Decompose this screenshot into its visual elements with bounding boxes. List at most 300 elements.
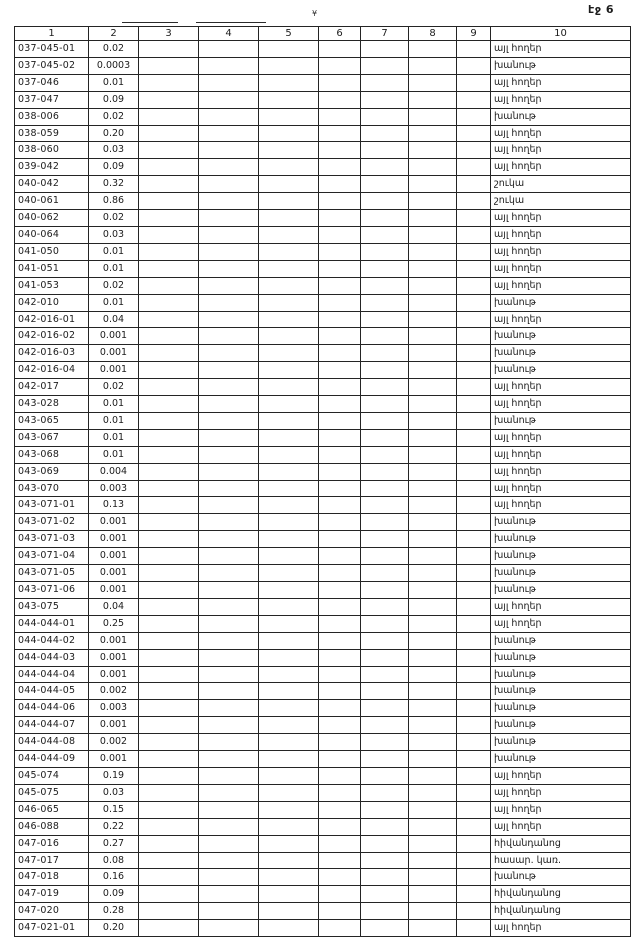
table-row	[15, 852, 631, 869]
empty-cell	[319, 717, 361, 734]
land-use-cell: այլ հողեր	[491, 801, 631, 818]
empty-cell	[409, 396, 457, 413]
land-use-cell: հիվանդանոց	[491, 886, 631, 903]
land-use-cell: այլ հողեր	[491, 598, 631, 615]
area-value-cell: 0.01	[89, 243, 139, 260]
empty-cell	[319, 463, 361, 480]
area-value-cell: 0.09	[89, 91, 139, 108]
empty-cell	[259, 734, 319, 751]
table-row	[15, 57, 631, 74]
empty-cell	[259, 379, 319, 396]
empty-cell	[319, 514, 361, 531]
empty-cell	[259, 429, 319, 446]
parcel-code-cell: 044-044-09	[15, 751, 89, 768]
empty-cell	[319, 497, 361, 514]
empty-cell	[259, 717, 319, 734]
empty-cell	[199, 91, 259, 108]
empty-cell	[139, 396, 199, 413]
land-use-cell: խանութ	[491, 632, 631, 649]
table-row	[15, 920, 631, 937]
area-value-cell: 0.02	[89, 277, 139, 294]
empty-cell	[457, 869, 491, 886]
empty-cell	[199, 41, 259, 58]
empty-cell	[409, 903, 457, 920]
area-value-cell: 0.01	[89, 396, 139, 413]
table-row	[15, 531, 631, 548]
land-use-cell: խանութ	[491, 582, 631, 599]
empty-cell	[259, 176, 319, 193]
area-value-cell: 0.001	[89, 345, 139, 362]
empty-cell	[199, 666, 259, 683]
empty-cell	[199, 565, 259, 582]
empty-cell	[199, 700, 259, 717]
empty-cell	[409, 41, 457, 58]
area-value-cell: 0.25	[89, 615, 139, 632]
empty-cell	[199, 480, 259, 497]
parcel-code-cell: 043-071-01	[15, 497, 89, 514]
empty-cell	[199, 176, 259, 193]
table-row	[15, 869, 631, 886]
empty-cell	[319, 548, 361, 565]
empty-cell	[259, 260, 319, 277]
empty-cell	[199, 412, 259, 429]
empty-cell	[139, 852, 199, 869]
empty-cell	[199, 142, 259, 159]
empty-cell	[259, 446, 319, 463]
land-use-cell: խանութ	[491, 362, 631, 379]
empty-cell	[139, 362, 199, 379]
land-use-cell: այլ հողեր	[491, 818, 631, 835]
empty-cell	[259, 125, 319, 142]
area-value-cell: 0.0003	[89, 57, 139, 74]
empty-cell	[457, 379, 491, 396]
empty-cell	[139, 463, 199, 480]
empty-cell	[139, 57, 199, 74]
table-row	[15, 734, 631, 751]
land-use-cell: խանութ	[491, 294, 631, 311]
empty-cell	[457, 784, 491, 801]
empty-cell	[319, 920, 361, 937]
empty-cell	[409, 379, 457, 396]
land-parcel-table	[14, 26, 631, 937]
empty-cell	[409, 531, 457, 548]
empty-cell	[409, 767, 457, 784]
empty-cell	[259, 108, 319, 125]
area-value-cell: 0.16	[89, 869, 139, 886]
land-use-cell: այլ հողեր	[491, 379, 631, 396]
empty-cell	[259, 615, 319, 632]
parcel-code-cell: 045-075	[15, 784, 89, 801]
empty-cell	[319, 142, 361, 159]
empty-cell	[139, 226, 199, 243]
parcel-code-cell: 043-071-03	[15, 531, 89, 548]
empty-cell	[361, 903, 409, 920]
empty-cell	[319, 74, 361, 91]
empty-cell	[457, 159, 491, 176]
empty-cell	[409, 57, 457, 74]
table-row	[15, 835, 631, 852]
empty-cell	[457, 311, 491, 328]
parcel-code-cell: 044-044-03	[15, 649, 89, 666]
empty-cell	[139, 497, 199, 514]
area-value-cell: 0.001	[89, 649, 139, 666]
empty-cell	[457, 717, 491, 734]
empty-cell	[409, 649, 457, 666]
parcel-code-cell: 042-016-04	[15, 362, 89, 379]
empty-cell	[319, 666, 361, 683]
land-use-cell: այլ հողեր	[491, 210, 631, 227]
area-value-cell: 0.86	[89, 193, 139, 210]
empty-cell	[409, 734, 457, 751]
empty-cell	[409, 142, 457, 159]
empty-cell	[361, 784, 409, 801]
parcel-code-cell: 041-050	[15, 243, 89, 260]
table-row	[15, 210, 631, 227]
empty-cell	[319, 226, 361, 243]
empty-cell	[409, 565, 457, 582]
empty-cell	[199, 531, 259, 548]
empty-cell	[259, 852, 319, 869]
empty-cell	[319, 446, 361, 463]
table-row	[15, 91, 631, 108]
parcel-code-cell: 043-071-04	[15, 548, 89, 565]
parcel-code-cell: 040-062	[15, 210, 89, 227]
empty-cell	[199, 852, 259, 869]
parcel-code-cell: 040-064	[15, 226, 89, 243]
table-row	[15, 108, 631, 125]
empty-cell	[259, 311, 319, 328]
empty-cell	[199, 429, 259, 446]
empty-cell	[409, 328, 457, 345]
empty-cell	[457, 41, 491, 58]
empty-cell	[139, 666, 199, 683]
area-value-cell: 0.03	[89, 784, 139, 801]
empty-cell	[199, 74, 259, 91]
column-header: 4	[199, 27, 259, 41]
empty-cell	[457, 277, 491, 294]
empty-cell	[319, 818, 361, 835]
empty-cell	[319, 767, 361, 784]
area-value-cell: 0.32	[89, 176, 139, 193]
empty-cell	[139, 243, 199, 260]
empty-cell	[139, 125, 199, 142]
area-value-cell: 0.04	[89, 598, 139, 615]
parcel-code-cell: 043-065	[15, 412, 89, 429]
land-use-cell: խանութ	[491, 531, 631, 548]
parcel-code-cell: 043-028	[15, 396, 89, 413]
page-number-label: էջ 6	[588, 3, 614, 16]
empty-cell	[361, 632, 409, 649]
area-value-cell: 0.13	[89, 497, 139, 514]
table-row	[15, 497, 631, 514]
empty-cell	[199, 632, 259, 649]
area-value-cell: 0.01	[89, 260, 139, 277]
parcel-code-cell: 039-042	[15, 159, 89, 176]
land-use-cell: խանութ	[491, 345, 631, 362]
empty-cell	[259, 497, 319, 514]
empty-cell	[457, 91, 491, 108]
table-row	[15, 615, 631, 632]
area-value-cell: 0.001	[89, 565, 139, 582]
empty-cell	[259, 869, 319, 886]
table-row	[15, 480, 631, 497]
land-use-cell: հիվանդանոց	[491, 903, 631, 920]
empty-cell	[457, 582, 491, 599]
empty-cell	[409, 210, 457, 227]
empty-cell	[199, 835, 259, 852]
empty-cell	[409, 920, 457, 937]
land-use-cell: այլ հողեր	[491, 480, 631, 497]
column-header: 10	[491, 27, 631, 41]
empty-cell	[361, 277, 409, 294]
empty-cell	[319, 91, 361, 108]
land-use-cell: այլ հողեր	[491, 463, 631, 480]
land-use-cell: այլ հողեր	[491, 311, 631, 328]
empty-cell	[361, 649, 409, 666]
empty-cell	[139, 260, 199, 277]
parcel-code-cell: 043-067	[15, 429, 89, 446]
table-row	[15, 463, 631, 480]
empty-cell	[259, 159, 319, 176]
empty-cell	[409, 582, 457, 599]
empty-cell	[199, 294, 259, 311]
empty-cell	[259, 328, 319, 345]
parcel-code-cell: 038-060	[15, 142, 89, 159]
empty-cell	[139, 717, 199, 734]
empty-cell	[457, 108, 491, 125]
table-row	[15, 277, 631, 294]
land-use-cell: այլ հողեր	[491, 74, 631, 91]
area-value-cell: 0.03	[89, 142, 139, 159]
empty-cell	[259, 548, 319, 565]
empty-cell	[259, 886, 319, 903]
empty-cell	[139, 818, 199, 835]
empty-cell	[139, 210, 199, 227]
empty-cell	[259, 277, 319, 294]
empty-cell	[259, 193, 319, 210]
parcel-code-cell: 047-021-01	[15, 920, 89, 937]
empty-cell	[457, 243, 491, 260]
table-row	[15, 886, 631, 903]
empty-cell	[319, 734, 361, 751]
parcel-code-cell: 047-016	[15, 835, 89, 852]
empty-cell	[139, 142, 199, 159]
empty-cell	[319, 429, 361, 446]
empty-cell	[319, 328, 361, 345]
empty-cell	[259, 582, 319, 599]
empty-cell	[361, 886, 409, 903]
empty-cell	[319, 683, 361, 700]
land-use-cell: հասար. կառ.	[491, 852, 631, 869]
area-value-cell: 0.004	[89, 463, 139, 480]
empty-cell	[259, 480, 319, 497]
empty-cell	[457, 429, 491, 446]
parcel-code-cell: 042-016-03	[15, 345, 89, 362]
column-header: 1	[15, 27, 89, 41]
empty-cell	[139, 277, 199, 294]
empty-cell	[259, 598, 319, 615]
land-use-cell: խանութ	[491, 565, 631, 582]
empty-cell	[409, 801, 457, 818]
empty-cell	[361, 565, 409, 582]
area-value-cell: 0.001	[89, 666, 139, 683]
empty-cell	[361, 294, 409, 311]
column-header: 5	[259, 27, 319, 41]
parcel-code-cell: 040-061	[15, 193, 89, 210]
empty-cell	[457, 751, 491, 768]
table-row	[15, 565, 631, 582]
empty-cell	[319, 480, 361, 497]
empty-cell	[361, 920, 409, 937]
empty-cell	[409, 311, 457, 328]
area-value-cell: 0.003	[89, 480, 139, 497]
empty-cell	[409, 480, 457, 497]
area-value-cell: 0.001	[89, 582, 139, 599]
table-row	[15, 193, 631, 210]
empty-cell	[409, 294, 457, 311]
empty-cell	[259, 345, 319, 362]
empty-cell	[199, 328, 259, 345]
land-use-cell: այլ հողեր	[491, 396, 631, 413]
parcel-code-cell: 041-051	[15, 260, 89, 277]
empty-cell	[457, 852, 491, 869]
empty-cell	[319, 632, 361, 649]
parcel-code-cell: 038-059	[15, 125, 89, 142]
empty-cell	[259, 903, 319, 920]
land-use-cell: խանութ	[491, 514, 631, 531]
empty-cell	[319, 598, 361, 615]
empty-cell	[319, 159, 361, 176]
empty-cell	[457, 328, 491, 345]
empty-cell	[361, 497, 409, 514]
empty-cell	[199, 108, 259, 125]
empty-cell	[259, 666, 319, 683]
parcel-code-cell: 043-071-05	[15, 565, 89, 582]
empty-cell	[409, 108, 457, 125]
land-use-cell: խանութ	[491, 666, 631, 683]
empty-cell	[361, 531, 409, 548]
area-value-cell: 0.002	[89, 683, 139, 700]
empty-cell	[199, 598, 259, 615]
empty-cell	[259, 362, 319, 379]
empty-cell	[361, 125, 409, 142]
parcel-code-cell: 042-016-01	[15, 311, 89, 328]
area-value-cell: 0.03	[89, 226, 139, 243]
empty-cell	[199, 751, 259, 768]
empty-cell	[361, 379, 409, 396]
table-row	[15, 311, 631, 328]
empty-cell	[409, 345, 457, 362]
empty-cell	[361, 396, 409, 413]
parcel-code-cell: 041-053	[15, 277, 89, 294]
parcel-code-cell: 044-044-07	[15, 717, 89, 734]
column-header: 6	[319, 27, 361, 41]
empty-cell	[199, 243, 259, 260]
area-value-cell: 0.19	[89, 767, 139, 784]
table-row	[15, 598, 631, 615]
land-use-cell: այլ հողեր	[491, 260, 631, 277]
parcel-code-cell: 043-075	[15, 598, 89, 615]
land-use-cell: այլ հողեր	[491, 429, 631, 446]
empty-cell	[361, 514, 409, 531]
empty-cell	[199, 345, 259, 362]
table-row	[15, 649, 631, 666]
empty-cell	[457, 142, 491, 159]
parcel-code-cell: 045-074	[15, 767, 89, 784]
empty-cell	[199, 582, 259, 599]
empty-cell	[457, 226, 491, 243]
area-value-cell: 0.27	[89, 835, 139, 852]
table-row	[15, 243, 631, 260]
column-header: 3	[139, 27, 199, 41]
empty-cell	[139, 869, 199, 886]
land-use-cell: խանութ	[491, 412, 631, 429]
empty-cell	[409, 91, 457, 108]
empty-cell	[139, 920, 199, 937]
empty-cell	[409, 463, 457, 480]
empty-cell	[259, 210, 319, 227]
table-row	[15, 903, 631, 920]
empty-cell	[259, 91, 319, 108]
empty-cell	[139, 548, 199, 565]
empty-cell	[199, 649, 259, 666]
empty-cell	[409, 818, 457, 835]
empty-cell	[139, 734, 199, 751]
empty-cell	[199, 463, 259, 480]
table-row	[15, 582, 631, 599]
area-value-cell: 0.28	[89, 903, 139, 920]
empty-cell	[457, 565, 491, 582]
land-use-cell: այլ հողեր	[491, 125, 631, 142]
empty-cell	[139, 835, 199, 852]
empty-cell	[319, 582, 361, 599]
empty-cell	[199, 125, 259, 142]
empty-cell	[361, 226, 409, 243]
empty-cell	[259, 700, 319, 717]
parcel-code-cell: 037-045-01	[15, 41, 89, 58]
table-header-row	[15, 27, 631, 41]
scan-artifact-line	[122, 22, 178, 23]
empty-cell	[199, 818, 259, 835]
land-use-cell: խանութ	[491, 700, 631, 717]
empty-cell	[139, 480, 199, 497]
area-value-cell: 0.02	[89, 41, 139, 58]
empty-cell	[457, 801, 491, 818]
empty-cell	[409, 784, 457, 801]
parcel-code-cell: 047-020	[15, 903, 89, 920]
empty-cell	[199, 362, 259, 379]
empty-cell	[259, 751, 319, 768]
land-use-cell: այլ հողեր	[491, 226, 631, 243]
empty-cell	[457, 903, 491, 920]
empty-cell	[199, 446, 259, 463]
empty-cell	[139, 328, 199, 345]
empty-cell	[457, 362, 491, 379]
column-header: 2	[89, 27, 139, 41]
table-row	[15, 294, 631, 311]
land-use-cell: հիվանդանոց	[491, 835, 631, 852]
land-use-cell: այլ հողեր	[491, 142, 631, 159]
empty-cell	[409, 886, 457, 903]
area-value-cell: 0.002	[89, 734, 139, 751]
area-value-cell: 0.003	[89, 700, 139, 717]
empty-cell	[139, 784, 199, 801]
empty-cell	[361, 598, 409, 615]
area-value-cell: 0.01	[89, 412, 139, 429]
land-use-cell: այլ հողեր	[491, 497, 631, 514]
empty-cell	[319, 565, 361, 582]
area-value-cell: 0.001	[89, 717, 139, 734]
